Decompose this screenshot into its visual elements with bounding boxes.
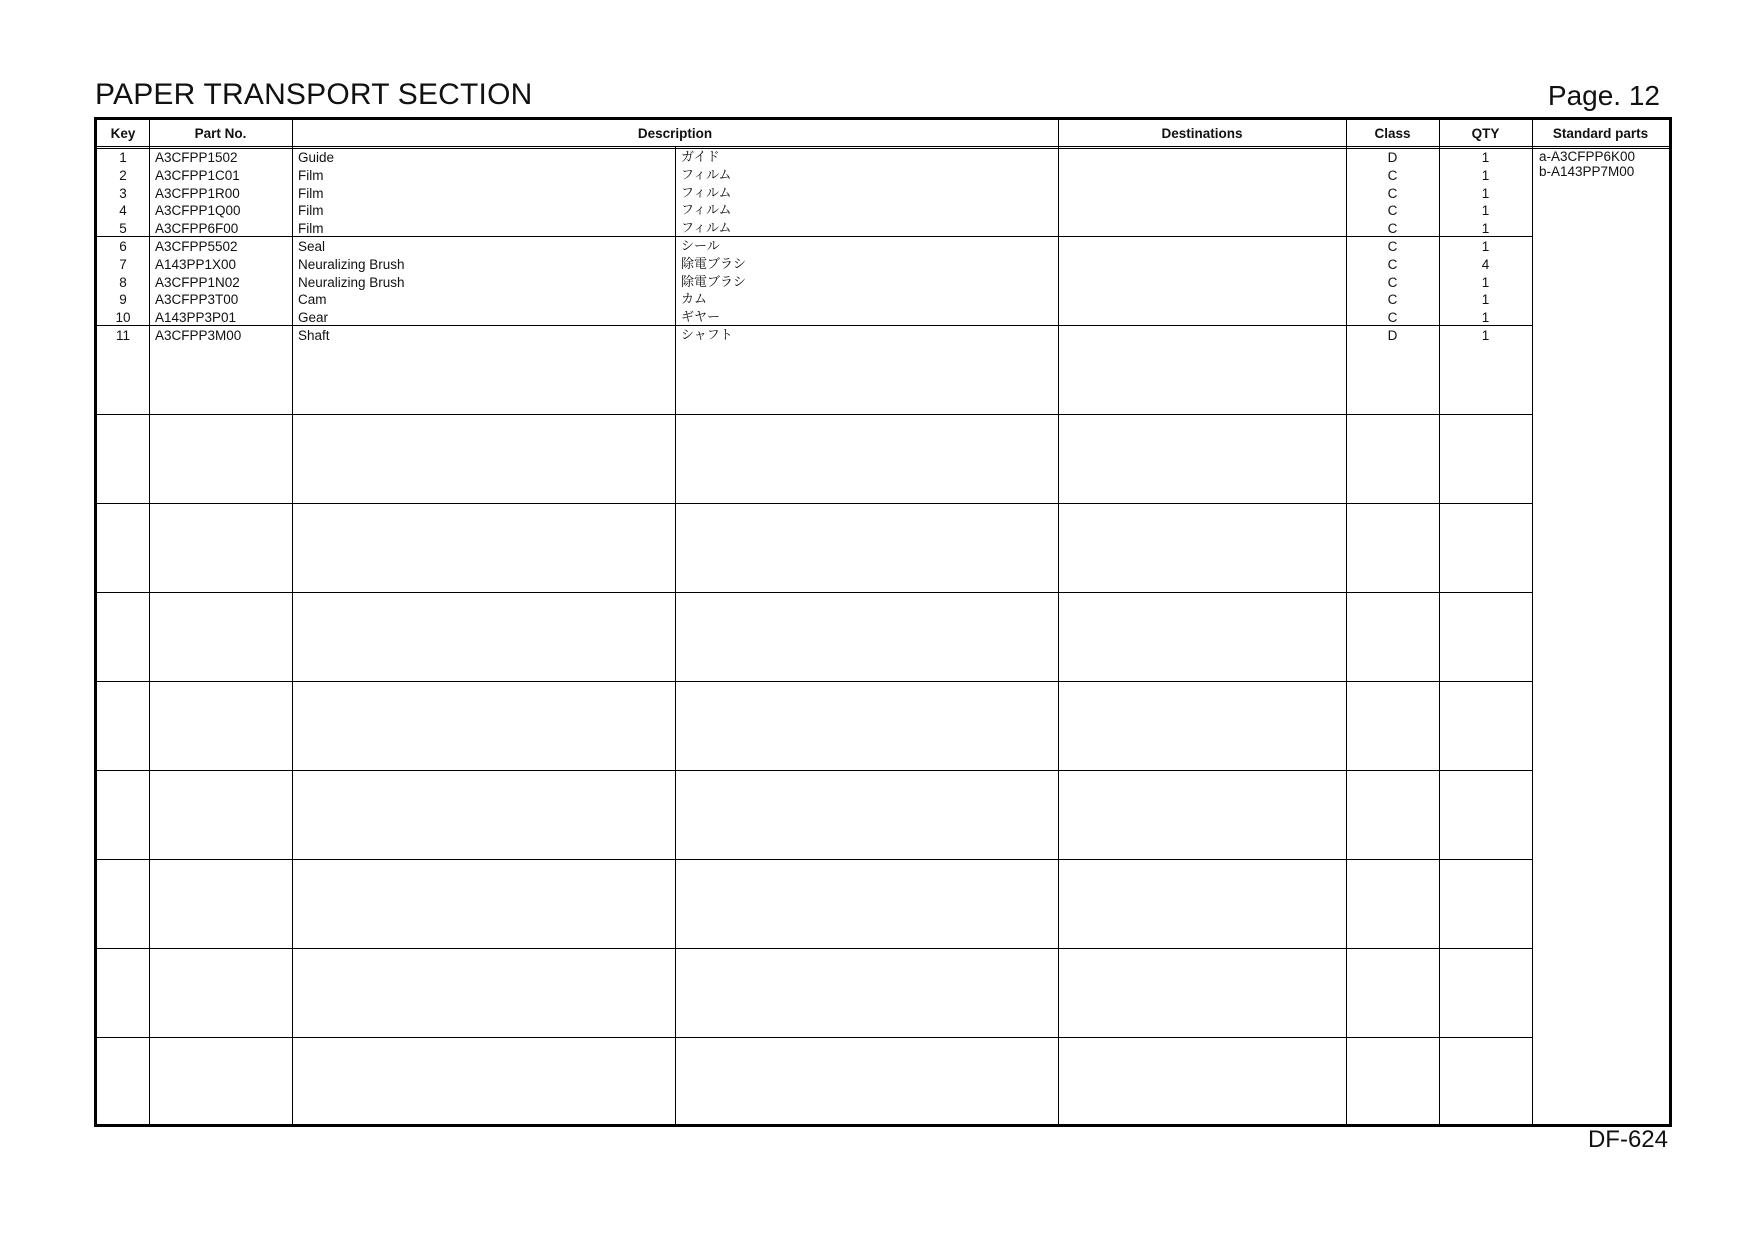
header-standard-parts: Standard parts bbox=[1552, 125, 1649, 141]
cell-class: C bbox=[1387, 310, 1398, 326]
cell-description: Cam bbox=[298, 292, 327, 308]
cell-description: Film bbox=[298, 203, 324, 219]
cell-part-no: A143PP3P01 bbox=[155, 310, 237, 326]
cell-part-no: A3CFPP5502 bbox=[155, 239, 238, 254]
cell-part-no: A3CFPP1N02 bbox=[155, 274, 240, 290]
row-group-rule bbox=[97, 1037, 1532, 1038]
column-divider bbox=[675, 146, 676, 1124]
cell-description-jp: フィルム bbox=[681, 185, 732, 201]
cell-key: 9 bbox=[119, 292, 127, 308]
cell-class: C bbox=[1387, 292, 1398, 308]
cell-class: C bbox=[1387, 221, 1398, 237]
header-class: Class bbox=[1374, 125, 1411, 141]
cell-description-jp: 除電ブラシ bbox=[681, 274, 747, 290]
cell-description-jp: ガイド bbox=[681, 150, 720, 165]
cell-class: C bbox=[1387, 167, 1398, 183]
cell-class: C bbox=[1387, 274, 1398, 290]
cell-part-no: A3CFPP3T00 bbox=[155, 292, 239, 308]
cell-key: 6 bbox=[119, 239, 127, 254]
header-rule bbox=[97, 146, 1669, 147]
row-group-rule bbox=[97, 503, 1532, 504]
cell-part-no: A3CFPP6F00 bbox=[155, 221, 239, 237]
cell-key: 8 bbox=[119, 274, 127, 290]
cell-qty: 1 bbox=[1481, 274, 1490, 290]
row-group-rule bbox=[97, 948, 1532, 949]
header-destinations: Destinations bbox=[1161, 125, 1243, 141]
cell-description-jp: シール bbox=[681, 239, 720, 254]
column-divider bbox=[292, 120, 293, 1124]
column-divider bbox=[1058, 120, 1059, 1124]
cell-part-no: A143PP1X00 bbox=[155, 256, 237, 272]
cell-part-no: A3CFPP1R00 bbox=[155, 185, 240, 201]
cell-description: Neuralizing Brush bbox=[298, 274, 405, 290]
model-code: DF-624 bbox=[1587, 1126, 1668, 1153]
cell-description-jp: カム bbox=[681, 292, 708, 308]
cell-qty: 4 bbox=[1481, 256, 1490, 272]
cell-qty: 1 bbox=[1481, 328, 1490, 343]
cell-class: C bbox=[1387, 185, 1398, 201]
cell-key: 5 bbox=[119, 221, 127, 237]
cell-description-jp: フィルム bbox=[681, 221, 732, 237]
header-qty: QTY bbox=[1471, 125, 1500, 141]
cell-qty: 1 bbox=[1481, 239, 1490, 254]
cell-class: C bbox=[1387, 239, 1398, 254]
row-group-rule bbox=[97, 414, 1532, 415]
header-part-no: Part No. bbox=[194, 125, 247, 141]
header-key: Key bbox=[110, 125, 136, 141]
cell-description: Gear bbox=[298, 310, 329, 326]
cell-qty: 1 bbox=[1481, 167, 1490, 183]
cell-class: D bbox=[1387, 328, 1398, 343]
cell-qty: 1 bbox=[1481, 310, 1490, 326]
cell-part-no: A3CFPP1C01 bbox=[155, 167, 240, 183]
standard-part: a-A3CFPP6K00 bbox=[1539, 149, 1636, 164]
cell-description: Shaft bbox=[298, 328, 330, 343]
row-group-rule bbox=[97, 770, 1532, 771]
column-divider bbox=[149, 120, 150, 1124]
row-group-rule bbox=[97, 859, 1532, 860]
column-divider bbox=[1532, 120, 1533, 1124]
cell-description: Guide bbox=[298, 150, 335, 165]
page-title: PAPER TRANSPORT SECTION bbox=[95, 78, 533, 111]
cell-description: Seal bbox=[298, 239, 326, 254]
cell-description-jp: フィルム bbox=[681, 203, 732, 219]
cell-key: 10 bbox=[115, 310, 131, 326]
cell-part-no: A3CFPP1Q00 bbox=[155, 203, 241, 219]
cell-key: 2 bbox=[119, 167, 127, 183]
cell-key: 7 bbox=[119, 256, 127, 272]
page-number: Page. 12 bbox=[1547, 80, 1660, 111]
cell-part-no: A3CFPP1502 bbox=[155, 150, 238, 165]
header-description: Description bbox=[637, 125, 713, 141]
cell-description-jp: ギヤー bbox=[681, 310, 721, 326]
cell-key: 3 bbox=[119, 185, 127, 201]
cell-qty: 1 bbox=[1481, 292, 1490, 308]
cell-key: 4 bbox=[119, 203, 127, 219]
cell-description: Film bbox=[298, 185, 324, 201]
row-group-rule bbox=[97, 592, 1532, 593]
cell-key: 11 bbox=[115, 328, 130, 343]
cell-part-no: A3CFPP3M00 bbox=[155, 328, 242, 343]
cell-qty: 1 bbox=[1481, 203, 1490, 219]
cell-qty: 1 bbox=[1481, 185, 1490, 201]
cell-class: C bbox=[1387, 256, 1398, 272]
cell-description-jp: 除電ブラシ bbox=[681, 256, 747, 272]
cell-description: Neuralizing Brush bbox=[298, 256, 405, 272]
cell-class: C bbox=[1387, 203, 1398, 219]
cell-class: D bbox=[1387, 150, 1398, 165]
cell-description-jp: シャフト bbox=[681, 328, 733, 343]
cell-qty: 1 bbox=[1481, 221, 1490, 237]
cell-key: 1 bbox=[119, 150, 127, 165]
cell-description: Film bbox=[298, 167, 324, 183]
cell-description-jp: フィルム bbox=[681, 167, 732, 183]
row-group-rule bbox=[97, 681, 1532, 682]
cell-description: Film bbox=[298, 221, 324, 237]
parts-table bbox=[94, 117, 1672, 1127]
cell-qty: 1 bbox=[1481, 150, 1490, 165]
standard-part: b-A143PP7M00 bbox=[1539, 164, 1635, 179]
